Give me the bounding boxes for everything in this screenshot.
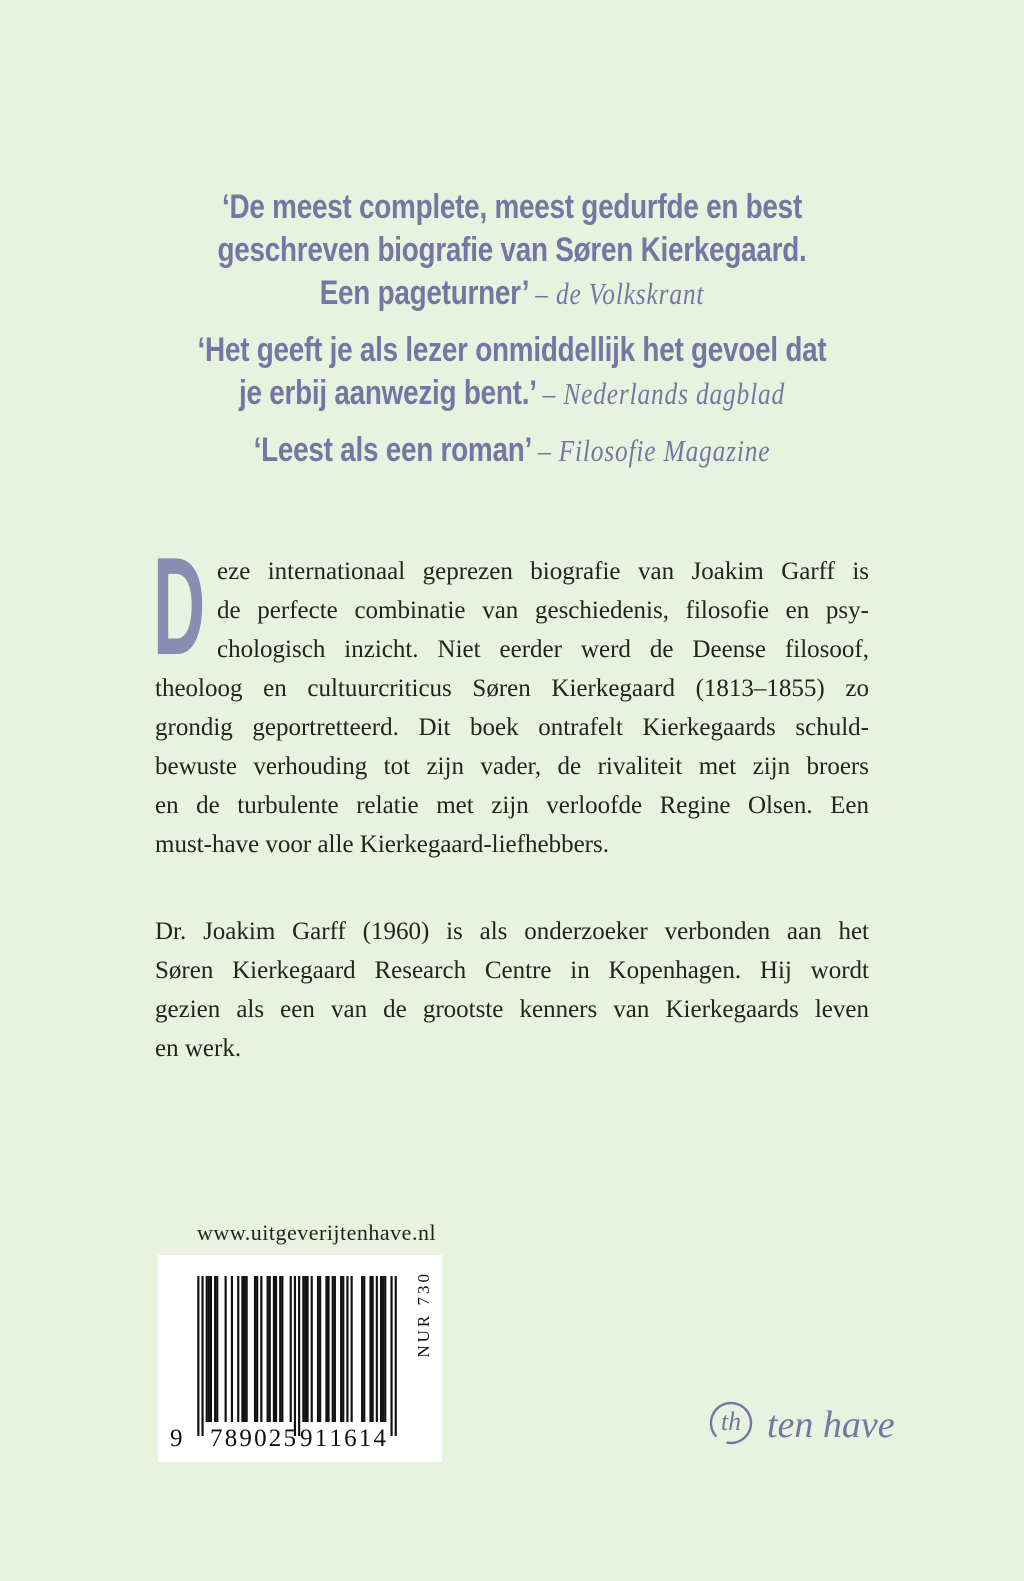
text-line: gezien als een van de grootste kenners van Kierkegaards leven — [155, 996, 869, 1023]
isbn-digit-group-2 — [300, 1425, 386, 1453]
isbn-digit: 9 — [239, 1425, 252, 1452]
isbn-digit: 1 — [358, 1425, 372, 1452]
text-line: bewuste verhouding tot zijn vader, de rivaliteit met zijn broers — [155, 753, 869, 780]
quote-block — [92, 329, 932, 415]
quote-line: ‘De meest complete, meest gedurfde en best — [222, 188, 802, 226]
isbn-digit: 8 — [224, 1425, 238, 1452]
quote-text: je erbij aanwezig bent.’ — [238, 374, 543, 412]
isbn-digit-group-1 — [210, 1425, 296, 1453]
text-line: en werk. — [155, 1035, 242, 1062]
isbn-digit: 1 — [329, 1425, 342, 1452]
text-line: eze internationaal geprezen biografie van Joakim Garff is — [217, 558, 869, 585]
isbn-digit: 6 — [344, 1425, 357, 1452]
isbn-digit: 1 — [314, 1425, 328, 1452]
dropcap-letter — [153, 554, 215, 660]
quote-block — [92, 429, 932, 472]
website-url: www.uitgeverijtenhave.nl — [197, 1220, 437, 1245]
barcode-bars-svg — [197, 1276, 397, 1436]
quote-line — [92, 372, 932, 415]
quote-line: geschreven biografie van Søren Kierkegaard. — [217, 231, 807, 269]
quotes-section — [92, 186, 932, 486]
quote-attribution: – de Volkskrant — [535, 276, 705, 311]
text-line: en de turbulente relatie met zijn verloofde Regine Olsen. Een — [155, 792, 869, 819]
barcode — [158, 1255, 442, 1462]
quote-line: ‘Het geeft je als lezer onmiddellijk het gevoel dat — [197, 331, 827, 369]
text-line: Dr. Joakim Garff (1960) is als onderzoeker verbonden aan het — [155, 918, 869, 945]
nur-code: NUR 730 — [414, 1271, 433, 1358]
quote-line — [92, 272, 932, 315]
author-bio-paragraph — [155, 912, 869, 1068]
publisher-mark-icon — [708, 1400, 754, 1450]
body-copy — [155, 552, 869, 1068]
isbn-digit: 0 — [254, 1425, 267, 1452]
publisher-logo — [708, 1400, 895, 1450]
quote-block — [92, 186, 932, 315]
description-paragraph — [155, 552, 869, 864]
text-line: theoloog en cultuurcriticus Søren Kierkegaard (1813–1855) zo — [155, 675, 869, 702]
quote-line — [92, 429, 932, 472]
isbn-digit: 7 — [210, 1425, 223, 1452]
quote-attribution: – Filosofie Magazine — [537, 433, 771, 468]
dropcap-glyph: D — [153, 554, 206, 660]
quote-attribution: – Nederlands dagblad — [542, 376, 786, 411]
text-line: Søren Kierkegaard Research Centre in Kopenhagen. Hij wordt — [155, 957, 869, 984]
text-line: chologisch inzicht. Niet eerder werd de Deense filosoof, — [217, 636, 869, 663]
isbn-digit: 2 — [268, 1425, 282, 1452]
text-line: grondig geportretteerd. Dit boek ontrafelt Kierkegaards schuld- — [155, 714, 869, 741]
text-line: de perfecte combinatie van geschiedenis, filosofie en psy- — [217, 597, 869, 624]
quote-text: ‘Leest als een roman’ — [253, 431, 538, 469]
publisher-mark-letters: th — [720, 1407, 742, 1436]
text-line: must-have voor alle Kierkegaard-liefhebbers. — [155, 831, 609, 858]
isbn-digit: 5 — [283, 1425, 296, 1452]
publisher-name: ten have — [767, 1404, 895, 1446]
quote-text: Een pageturner’ — [319, 274, 536, 312]
isbn-digit: 4 — [373, 1425, 386, 1452]
isbn-lead-digit: 9 — [170, 1425, 183, 1452]
isbn-digit: 9 — [300, 1425, 313, 1452]
